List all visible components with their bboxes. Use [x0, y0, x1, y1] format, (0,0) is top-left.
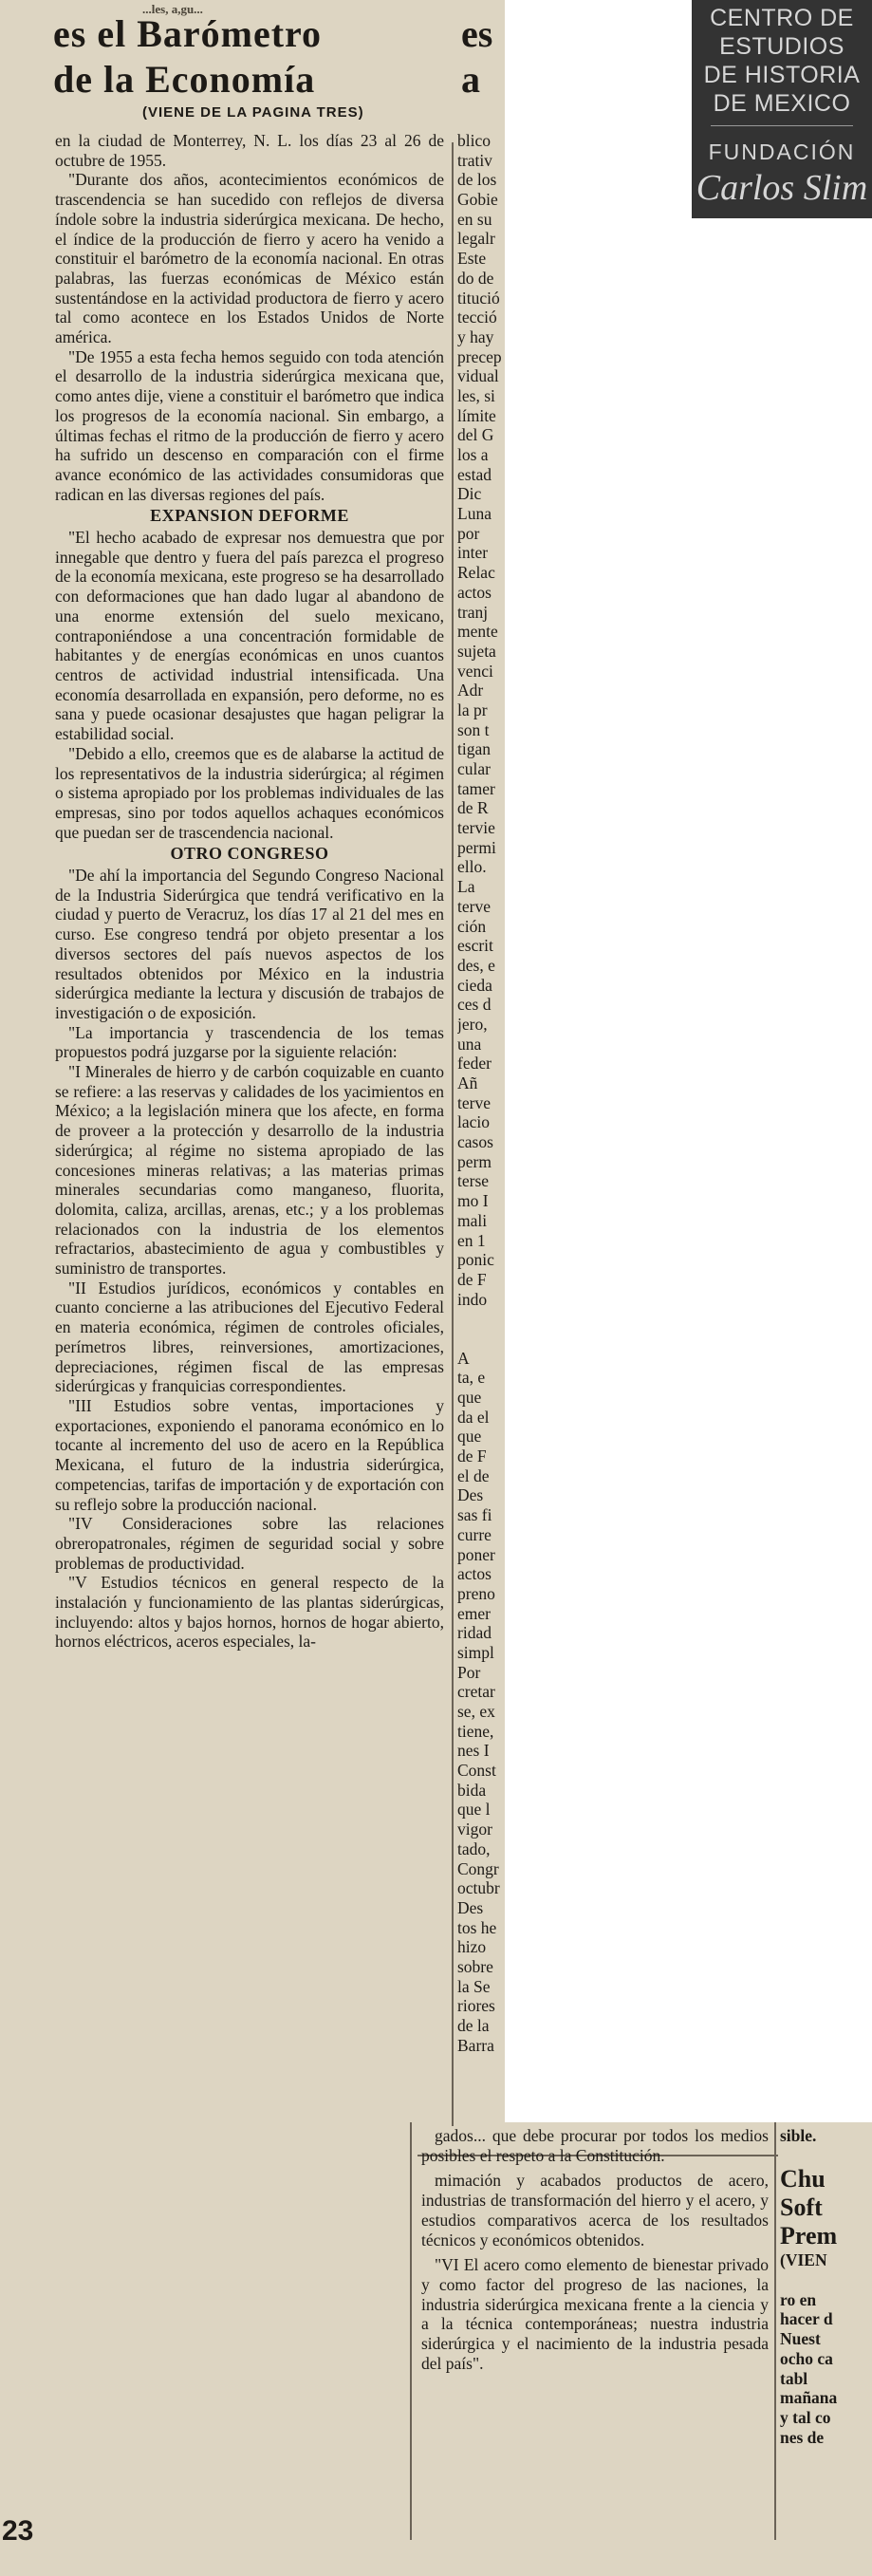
- fragment-line: mañana: [780, 2388, 838, 2408]
- article-paragraph: "De 1955 a esta fecha hemos seguido con toda atención el desarrollo de la industria siderúrgica mexicana que, como antes dije, viene a constituir el barómetro que indica los progresos de la economía nacional. Sin embargo, a últimas fechas el ritmo de la producción de fierro y acero ha sufrido un descenso en comparación con el firme avance económico de las actividades consumidoras que radican en las diversas regiones del país.: [55, 346, 444, 504]
- fragment-line: que: [457, 1427, 482, 1447]
- fragment-line: indo: [457, 1289, 488, 1309]
- fragment-line: La: [457, 877, 475, 897]
- fragment-line: ocho ca: [780, 2348, 833, 2368]
- fragment-line: y hay: [457, 327, 494, 346]
- headline-right-fragment-2: a: [461, 58, 480, 101]
- fragment-line: cretar: [457, 1682, 495, 1702]
- fragment-line: ción: [457, 916, 487, 936]
- fragment-line: Dic: [457, 484, 482, 504]
- fragment-line: en 1: [457, 1230, 486, 1250]
- fragment-line: tranj: [457, 602, 489, 622]
- fragment-line: actos: [457, 582, 492, 602]
- fragment-line: cieda: [457, 975, 492, 995]
- fragment-line: tabl: [780, 2368, 808, 2388]
- page-number: 23: [2, 2515, 34, 2547]
- article-column-main: [55, 131, 444, 1652]
- column-rule: [452, 142, 454, 2126]
- fragment-line: que: [457, 1388, 482, 1407]
- fragment-line: hizo: [457, 1937, 487, 1957]
- fragment-line: ponic: [457, 1250, 494, 1270]
- fragment-line: curre: [457, 1524, 492, 1544]
- watermark-line: CENTRO DE: [710, 5, 854, 31]
- fragment-line: Relac: [457, 563, 495, 583]
- fragment-line: la Se: [457, 1976, 491, 1996]
- fragment-line: ces d: [457, 995, 492, 1015]
- fragment-line: mo I: [457, 1191, 489, 1211]
- article-paragraph: "III Estudios sobre ventas, importaciones y exportaciones, exponiendo el panorama económico en lo tocante al incremento del uso de acero en la República Mexicana, el futuro de la industria siderúrgica, competencias, tarifas de importación y de exportación con su reflejo sobre la producción nacional.: [55, 1396, 444, 1514]
- fragment-line: de R: [457, 798, 489, 818]
- fragment-line: escrit: [457, 936, 493, 956]
- fragment-line: sujeta: [457, 641, 496, 661]
- watermark-signature: Carlos Slim: [696, 168, 868, 208]
- fragment-line: de los: [457, 170, 497, 190]
- article-paragraph: "IV Consideraciones sobre las relaciones obreropatronales, régimen de seguridad social y sobre problemas de productividad.: [55, 1514, 444, 1573]
- fragment-line: actos: [457, 1564, 492, 1584]
- fragment-line: sobre: [457, 1956, 493, 1976]
- fragment-line: terve: [457, 1092, 491, 1112]
- fragment-line: simpl: [457, 1642, 494, 1662]
- fragment-line: [457, 1309, 505, 1329]
- article-paragraph: "La importancia y trascendencia de los temas propuestos podrá juzgarse por la siguiente relación:: [55, 1022, 444, 1062]
- watermark-line: DE HISTORIA: [703, 62, 861, 88]
- fragment-line: Barra: [457, 2035, 494, 2055]
- headline-line-2: de la Economía: [53, 58, 316, 101]
- article-paragraph: "De ahí la importancia del Segundo Congreso Nacional de la Industria Siderúrgica que tendrá verificativo en la ciudad y puerto de Veracruz, los días 17 al 21 del mes en curso. Ese congreso tendrá por objeto presentar a los diversos sectores del país nuevos aspectos de los resultados obtenidos por México en la industria siderúrgica mediante la lectura y discusión de trabajos de investigación o de exposición.: [55, 866, 444, 1022]
- fragment-line: del G: [457, 425, 494, 445]
- fragment-line: cular: [457, 759, 491, 778]
- fragment-line: do de: [457, 268, 494, 288]
- fragment-line: Congr: [457, 1858, 499, 1878]
- article-paragraph: "V Estudios técnicos en general respecto de la instalación y funcionamiento de las plantas siderúrgicas, incluyendo: altos y bajos hornos, hornos de hogar abierto, hornos eléctricos, aceros especiales, la-: [55, 1573, 444, 1652]
- article-paragraph: gados... que debe procurar por todos los medios posibles el respeto a la Constitución.: [421, 2126, 769, 2165]
- fragment-line: mali: [457, 1210, 488, 1230]
- fragment-line: mente: [457, 622, 498, 642]
- fragment-line: venci: [457, 661, 493, 681]
- fragment-line: [780, 2146, 870, 2166]
- archive-watermark: [692, 0, 872, 218]
- fragment-line: Luna: [457, 504, 492, 524]
- fragment-line: sas fi: [457, 1505, 492, 1525]
- fragment-line: (VIEN: [780, 2250, 827, 2270]
- fragment-line: lacio: [457, 1112, 491, 1132]
- fragment-line: precep: [457, 346, 502, 366]
- article-paragraph: "Durante dos años, acontecimientos económicos de trascendencia se han sucedido con reflejos de diversa índole sobre la industria siderúrgica mexicana. De hecho, el índice de la producción de fierro y acero ha venido a constituir el barómetro de la economía nacional. En otras palabras, las fuerzas económicas de México están sustentándose en la actividad productora de fierro y acero tal como acontece en los Estados Unidos de Norte américa.: [55, 170, 444, 347]
- fragment-line: son t: [457, 719, 490, 739]
- fragment-line: tado,: [457, 1839, 491, 1858]
- column-rule-bottom-right: [774, 2122, 776, 2540]
- fragment-line: jero,: [457, 1014, 488, 1034]
- article-paragraph: "II Estudios jurídicos, económicos y contables en cuanto concierne a las atribuciones del Ejecutivo Federal en materia económica, régimen de controles oficiales, perímetros libres, reinversiones, amortizaciones, depreciaciones, régimen fiscal de las empresas siderúrgicas y franquicias correspondientes.: [55, 1278, 444, 1396]
- fragment-line: titució: [457, 288, 500, 308]
- article-column-bottom: [421, 2126, 769, 2379]
- continued-from-label: (VIENE DE LA PAGINA TRES): [142, 104, 364, 121]
- fragment-line: perm: [457, 1151, 492, 1171]
- fragment-line: una: [457, 1034, 482, 1054]
- watermark-foundation: FUNDACIÓN: [708, 140, 856, 164]
- fragment-line: sible.: [780, 2126, 817, 2145]
- fragment-line: bida: [457, 1780, 487, 1800]
- fragment-line: [457, 1329, 505, 1349]
- watermark-line: ESTUDIOS: [719, 33, 844, 60]
- fragment-line: vidual: [457, 366, 499, 386]
- fragment-line: des, e: [457, 955, 495, 975]
- fragment-line: nes de: [780, 2427, 825, 2447]
- fragment-line: Des: [457, 1897, 484, 1917]
- fragment-line: Const: [457, 1761, 496, 1781]
- headline-line-1: es el Barómetro: [53, 12, 323, 55]
- fragment-line: por: [457, 523, 480, 543]
- fragment-line: preno: [457, 1583, 495, 1603]
- fragment-line: hacer d: [780, 2309, 833, 2329]
- adjacent-article-fragment: [780, 2126, 870, 2544]
- fragment-line: nes I: [457, 1741, 490, 1761]
- section-heading: OTRO CONGRESO: [170, 844, 329, 864]
- section-heading: EXPANSION DEFORME: [150, 506, 349, 526]
- fragment-line: riores: [457, 1996, 495, 2016]
- fragment-line: Prem: [780, 2222, 838, 2250]
- fragment-line: ello.: [457, 857, 487, 877]
- column-rule-bottom: [410, 2122, 412, 2540]
- fragment-line: octubr: [457, 1878, 500, 1898]
- fragment-line: Des: [457, 1485, 484, 1505]
- article-column-second-fragment: [457, 131, 505, 2124]
- top-fragment-text: ...les, a,gu...: [142, 2, 203, 16]
- fragment-line: de F: [457, 1447, 487, 1466]
- fragment-line: tiene,: [457, 1721, 494, 1741]
- fragment-line: de F: [457, 1269, 487, 1289]
- fragment-line: en su: [457, 209, 492, 229]
- article-paragraph: "El hecho acabado de expresar nos demuestra que por innegable que dentro y fuera del país parezca el progreso de la economía mexicana, este progreso se ha desarrollado con deformaciones que han dado lugar al abandono de una enorme extensión del suelo mexicano, contraponiéndose a una concentración formidable de habitantes y de energías económicas en unos cuantos centros de actividad industrial intensificada. Una economía desarrollada en expansión, pero deforme, no es sana y puede ocasionar desajustes que hagan peligrar la estabilidad social.: [55, 528, 444, 744]
- fragment-line: casos: [457, 1132, 493, 1152]
- article-paragraph: "Debido a ello, creemos que es de alabarse la actitud de los representativos de la industria siderúrgica; al régimen o sistema apropiado por los problemas individuales de las empresas, sino por todos aquellos achaques económicos que puedan ser de trascendencia nacional.: [55, 743, 444, 842]
- fragment-line: tecció: [457, 308, 497, 327]
- fragment-line: tos he: [457, 1917, 497, 1937]
- fragment-line: ro en: [780, 2289, 817, 2309]
- fragment-line: vigor: [457, 1820, 492, 1839]
- fragment-line: Soft: [780, 2193, 823, 2222]
- fragment-line: A: [457, 1348, 470, 1368]
- fragment-line: estad: [457, 464, 492, 484]
- fragment-line: legalr: [457, 229, 495, 249]
- fragment-line: de la: [457, 2016, 490, 2035]
- fragment-line: Gobie: [457, 190, 498, 210]
- fragment-line: Por: [457, 1662, 481, 1682]
- fragment-line: se, ex: [457, 1702, 495, 1721]
- fragment-line: que l: [457, 1800, 491, 1820]
- fragment-line: Adr: [457, 681, 484, 700]
- fragment-line: inter: [457, 543, 489, 563]
- fragment-line: trativ: [457, 150, 492, 170]
- article-paragraph: "VI El acero como elemento de bienestar privado y como factor del progreso de las naciones, la industria siderúrgica mexicana frente a la ciencia y a la técnica contemporáneas; nuestra industria siderúrgica y el nacimiento de la industria pesada del país".: [421, 2255, 769, 2373]
- fragment-line: emer: [457, 1603, 491, 1623]
- watermark-line: DE MEXICO: [713, 90, 851, 117]
- fragment-line: tamer: [457, 778, 495, 798]
- fragment-line: terve: [457, 896, 491, 916]
- fragment-line: Chu: [780, 2165, 826, 2193]
- article-paragraph: en la ciudad de Monterrey, N. L. los días 23 al 26 de octubre de 1955.: [55, 131, 444, 170]
- fragment-line: ta, e: [457, 1368, 486, 1388]
- headline-right-fragment-1: es: [461, 12, 493, 55]
- fragment-line: tervie: [457, 818, 495, 838]
- fragment-line: terse: [457, 1171, 490, 1191]
- fragment-line: les, si: [457, 385, 495, 405]
- fragment-line: Añ: [457, 1073, 478, 1092]
- fragment-line: Nuest: [780, 2329, 821, 2349]
- article-paragraph: "I Minerales de hierro y de carbón coquizable en cuanto se refiere: a las reservas y calidades de los yacimientos en México; a la legislación minera que los afecte, en forma de proveer a la protección y desarrollo de la industria siderúrgica; al régime no sistema apropiado de las concesiones mineras relativas; a las materias primas minerales secundarias como manganeso, fluorita, dolomita, caliza, arcillas, arenas, etc.; y a los problemas relacionados con la industria de los elementos refractarios, abastecimiento de agua y combustibles y suministro de transportes.: [55, 1062, 444, 1279]
- fragment-line: tigan: [457, 739, 491, 759]
- fragment-line: Este: [457, 249, 487, 269]
- fragment-line: límite: [457, 405, 496, 425]
- fragment-line: blico: [457, 131, 491, 150]
- fragment-line: el de: [457, 1465, 490, 1485]
- fragment-line: feder: [457, 1054, 492, 1073]
- article-paragraph: mimación y acabados productos de acero, industrias de transformación del hierro y el acero, y estudios comparativos acerca de los resultados técnicos y económicos obtenidos.: [421, 2171, 769, 2249]
- fragment-line: ridad: [457, 1623, 492, 1643]
- fragment-line: los a: [457, 445, 489, 464]
- fragment-line: permi: [457, 837, 496, 857]
- fragment-line: [780, 2270, 870, 2290]
- fragment-line: da el: [457, 1407, 490, 1427]
- fragment-line: la pr: [457, 700, 488, 719]
- fragment-line: y tal co: [780, 2407, 831, 2427]
- fragment-line: poner: [457, 1544, 495, 1564]
